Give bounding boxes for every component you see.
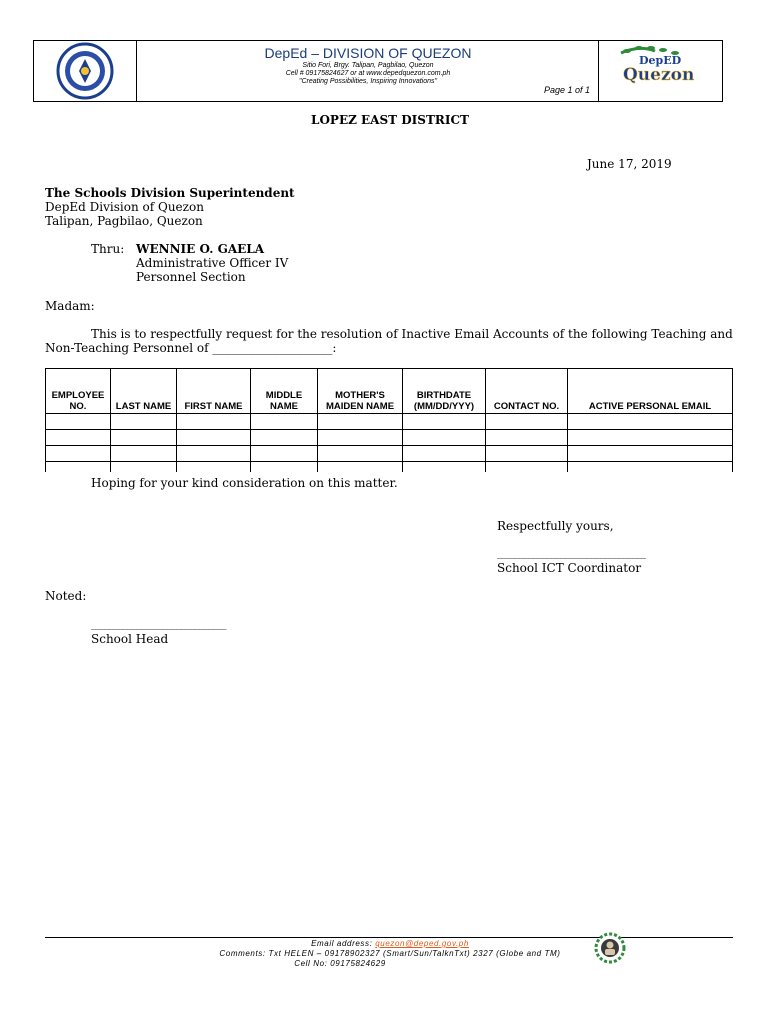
letterhead	[33, 40, 723, 102]
table-row	[46, 462, 733, 473]
thru-section: Personnel Section	[136, 270, 246, 284]
thru-block	[136, 242, 288, 284]
footer-cell: Cell No: 09175824629	[294, 959, 386, 968]
thru-position: Administrative Officer IV	[136, 256, 289, 270]
footer-divider	[45, 937, 733, 938]
table-cell[interactable]	[46, 430, 111, 446]
salutation: Madam:	[45, 299, 95, 313]
col-birthdate: BIRTHDATE (MM/DD/YYY)	[403, 369, 486, 414]
table-cell[interactable]	[403, 414, 486, 430]
letter-date: June 17, 2019	[587, 157, 672, 171]
letterhead-right-cell	[598, 41, 722, 101]
letterhead-motto: "Creating Possibilities, Inspiring Innovations"	[298, 78, 438, 85]
table-cell[interactable]	[177, 446, 251, 462]
table-cell[interactable]	[403, 430, 486, 446]
deped-seal-icon	[34, 41, 137, 101]
table-cell[interactable]	[46, 462, 111, 473]
letterhead-title: DepEd – DIVISION OF QUEZON	[264, 45, 472, 61]
table-row	[46, 430, 733, 446]
col-employee-no: EMPLOYEE NO.	[46, 369, 111, 414]
letterhead-address: Sitio Fori, Brgy. Talipan, Pagbilao, Quezon	[302, 62, 434, 69]
table-cell[interactable]	[177, 462, 251, 473]
table-cell[interactable]	[318, 462, 403, 473]
col-active-personal-email: ACTIVE PERSONAL EMAIL	[568, 369, 733, 414]
addressee-office: DepEd Division of Quezon	[45, 200, 204, 214]
closing-line: Hoping for your kind consideration on this matter.	[91, 476, 398, 490]
footer-email-link[interactable]: quezon@deped.gov.ph	[375, 939, 469, 948]
signoff-signature-line: _________________________________	[497, 548, 646, 559]
table-cell[interactable]	[486, 462, 568, 473]
table-cell[interactable]	[46, 446, 111, 462]
footer-email-label: Email address:	[311, 939, 373, 948]
body-line-2: Non-Teaching Personnel of ____________________:	[45, 341, 337, 355]
signoff-title: School ICT Coordinator	[497, 561, 642, 575]
footer-email-line	[0, 939, 768, 948]
footer-seal-icon	[593, 932, 627, 964]
table-cell[interactable]	[111, 462, 177, 473]
table-cell[interactable]	[177, 414, 251, 430]
table-cell[interactable]	[318, 446, 403, 462]
thru-label: Thru:	[91, 242, 125, 256]
page-number: Page 1 of 1	[543, 85, 590, 95]
table-cell[interactable]	[486, 446, 568, 462]
table-cell[interactable]	[251, 414, 318, 430]
col-first-name: FIRST NAME	[177, 369, 251, 414]
table-cell[interactable]	[46, 414, 111, 430]
table-cell[interactable]	[177, 430, 251, 446]
noted-signature-line: ______________________________	[91, 619, 226, 630]
col-last-name: LAST NAME	[111, 369, 177, 414]
col-middle-name: MIDDLE NAME	[251, 369, 318, 414]
table-cell[interactable]	[251, 430, 318, 446]
footer-comments: Comments: Txt HELEN – 09178902327 (Smart/Sun/TalknTxt) 2327 (Globe and TM)	[219, 949, 561, 958]
table-cell[interactable]	[568, 414, 733, 430]
letterhead-left-cell	[34, 41, 137, 101]
table-cell[interactable]	[111, 414, 177, 430]
table-header-row	[46, 369, 733, 414]
noted-title: School Head	[91, 632, 169, 646]
table-cell[interactable]	[568, 462, 733, 473]
col-contact-no: CONTACT NO.	[486, 369, 568, 414]
addressee-block	[45, 186, 295, 228]
table-cell[interactable]	[251, 446, 318, 462]
addressee-location: Talipan, Pagbilao, Quezon	[45, 214, 203, 228]
letterhead-contact: Cell # 09175824627 or at www.depedquezon.com.ph	[285, 70, 451, 77]
table-cell[interactable]	[111, 430, 177, 446]
body-line-1: This is to respectfully request for the resolution of Inactive Email Accounts of the following Teaching and	[91, 327, 733, 341]
district-title: LOPEZ EAST DISTRICT	[311, 113, 469, 127]
table-cell[interactable]	[568, 430, 733, 446]
letterhead-address-block	[137, 62, 599, 86]
thru-name: WENNIE O. GAELA	[136, 242, 265, 256]
table-row	[46, 414, 733, 430]
personnel-table	[45, 368, 733, 472]
logo-quezon-text: Quezon	[623, 65, 695, 85]
table-cell[interactable]	[403, 462, 486, 473]
table-cell[interactable]	[486, 414, 568, 430]
table-cell[interactable]	[251, 462, 318, 473]
table-cell[interactable]	[318, 430, 403, 446]
table-cell[interactable]	[486, 430, 568, 446]
table-cell[interactable]	[568, 446, 733, 462]
table-cell[interactable]	[403, 446, 486, 462]
signoff-greeting: Respectfully yours,	[497, 519, 614, 533]
table-cell[interactable]	[318, 414, 403, 430]
logo-deped-text: DepED	[639, 54, 682, 67]
noted-label: Noted:	[45, 589, 87, 603]
table-row	[46, 446, 733, 462]
col-mothers-maiden-name: MOTHER'S MAIDEN NAME	[318, 369, 403, 414]
table-cell[interactable]	[111, 446, 177, 462]
addressee-title: The Schools Division Superintendent	[45, 186, 295, 200]
